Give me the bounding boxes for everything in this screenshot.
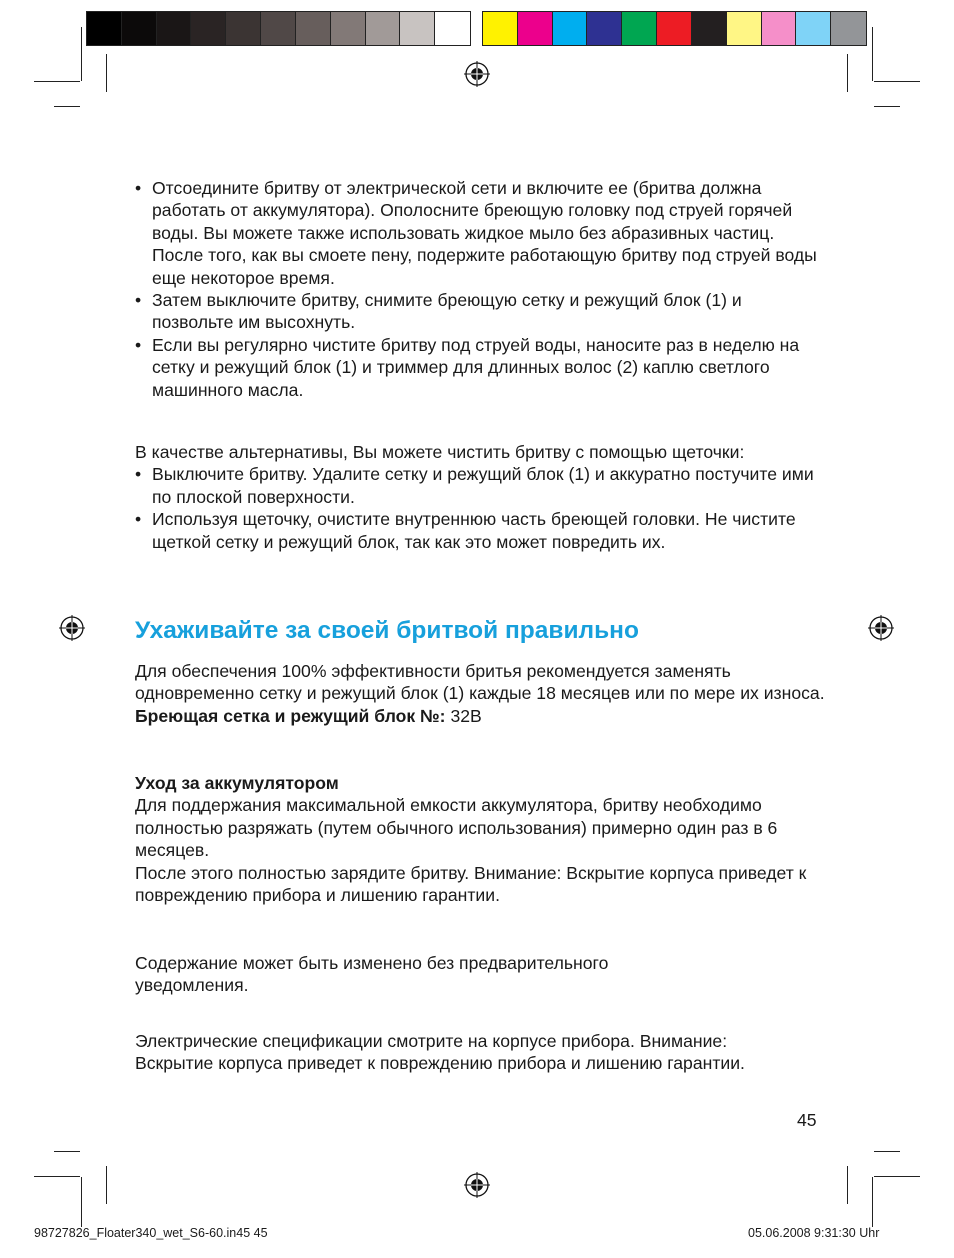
color-swatch <box>331 12 366 45</box>
battery-text-2: После этого полностью зарядите бритву. Внимание: Вскрытие корпуса приведет к повреждению прибора и лишению гарантии. <box>135 862 807 906</box>
care-section <box>135 660 825 727</box>
electrical-specs: Электрические спецификации смотрите на корпусе прибора. Внимание: Вскрытие корпуса приведет к повреждению прибора и лишению гарантии. <box>135 1031 745 1074</box>
registration-mark-icon <box>59 615 85 641</box>
part-number-label: Бреющая сетка и режущий блок №: <box>135 705 446 726</box>
crop-mark <box>34 1176 80 1177</box>
list-item: • Выключите бритву. Удалите сетку и режущий блок (1) и аккуратно постучите ими по плоской поверхности. <box>135 463 825 508</box>
color-swatch <box>831 12 866 45</box>
gray-color-bar <box>86 11 471 46</box>
crop-mark <box>847 54 848 92</box>
slug-file: 98727826_Floater340_wet_S6-60.in45 45 <box>34 1226 268 1240</box>
slug-date: 05.06.2008 9:31:30 Uhr <box>748 1226 880 1240</box>
page-number: 45 <box>797 1110 817 1130</box>
color-swatch <box>435 12 470 45</box>
color-swatch <box>762 12 797 45</box>
color-swatch <box>587 12 622 45</box>
list-item: • Если вы регулярно чистите бритву под струей воды, наносите раз в неделю на сетку и режущий блок (1) и триммер для длинных волос (2) каплю светлого машинного масла. <box>135 334 825 401</box>
color-swatch <box>796 12 831 45</box>
list-item: • Отсоедините бритву от электрической сети и включите ее (бритва должна работать от аккумулятора). Ополосните бреющую головку под струей горячей воды. Вы можете также использовать жидкое мыло без абразивных частиц. После того, как вы смоете пену, подержите работающую бритву под струей воды еще некоторое время. <box>135 177 825 289</box>
crop-mark <box>34 81 80 82</box>
crop-mark <box>874 106 900 107</box>
care-text: Для обеспечения 100% эффективности бритья рекомендуется заменять одновременно сетку и режущий блок (1) каждые 18 месяцев или по мере их износа. <box>135 661 825 704</box>
color-swatch <box>400 12 435 45</box>
color-swatch <box>157 12 192 45</box>
registration-mark-icon <box>464 61 490 87</box>
color-swatch <box>261 12 296 45</box>
crop-mark <box>81 27 82 81</box>
process-color-bar <box>482 11 867 46</box>
battery-title: Уход за аккумулятором <box>135 773 339 793</box>
part-number-line <box>135 705 825 727</box>
color-swatch <box>122 12 157 45</box>
list-item: • Затем выключите бритву, снимите бреющую сетку и режущий блок (1) и позвольте им высохнуть. <box>135 289 825 334</box>
color-swatch <box>191 12 226 45</box>
crop-mark <box>874 81 920 82</box>
crop-mark <box>106 1166 107 1204</box>
list-item: • Используя щеточку, очистите внутреннюю часть бреющей головки. Не чистите щеткой сетку и режущий блок, так как это может повредить их. <box>135 508 825 553</box>
battery-text-1: Для поддержания максимальной емкости аккумулятора, бритву необходимо полностью разряжать (путем обычного использования) примерно один раз в 6 месяцев. <box>135 795 778 861</box>
crop-mark <box>872 1177 873 1227</box>
color-swatch <box>622 12 657 45</box>
crop-mark <box>106 54 107 92</box>
color-swatch <box>553 12 588 45</box>
cleaning-water-section <box>135 177 825 401</box>
crop-mark <box>874 1176 920 1177</box>
crop-mark <box>847 1166 848 1204</box>
crop-mark <box>874 1151 900 1152</box>
crop-mark <box>872 27 873 81</box>
brush-intro: В качестве альтернативы, Вы можете чистить бритву с помощью щеточки: <box>135 442 745 462</box>
color-swatch <box>226 12 261 45</box>
color-swatch <box>483 12 518 45</box>
registration-mark-icon <box>868 615 894 641</box>
color-swatch <box>366 12 401 45</box>
battery-section <box>135 772 825 906</box>
color-swatch <box>727 12 762 45</box>
change-notice: Содержание может быть изменено без предварительного уведомления. <box>135 953 609 996</box>
color-swatch <box>518 12 553 45</box>
section-heading: Ухаживайте за своей бритвой правильно <box>135 617 639 644</box>
part-number-value: 32B <box>450 705 482 726</box>
crop-mark <box>54 1151 80 1152</box>
registration-mark-icon <box>464 1172 490 1198</box>
color-swatch <box>692 12 727 45</box>
crop-mark <box>81 1177 82 1227</box>
color-swatch <box>296 12 331 45</box>
crop-mark <box>54 106 80 107</box>
color-swatch <box>87 12 122 45</box>
cleaning-brush-section <box>135 441 825 553</box>
color-swatch <box>657 12 692 45</box>
